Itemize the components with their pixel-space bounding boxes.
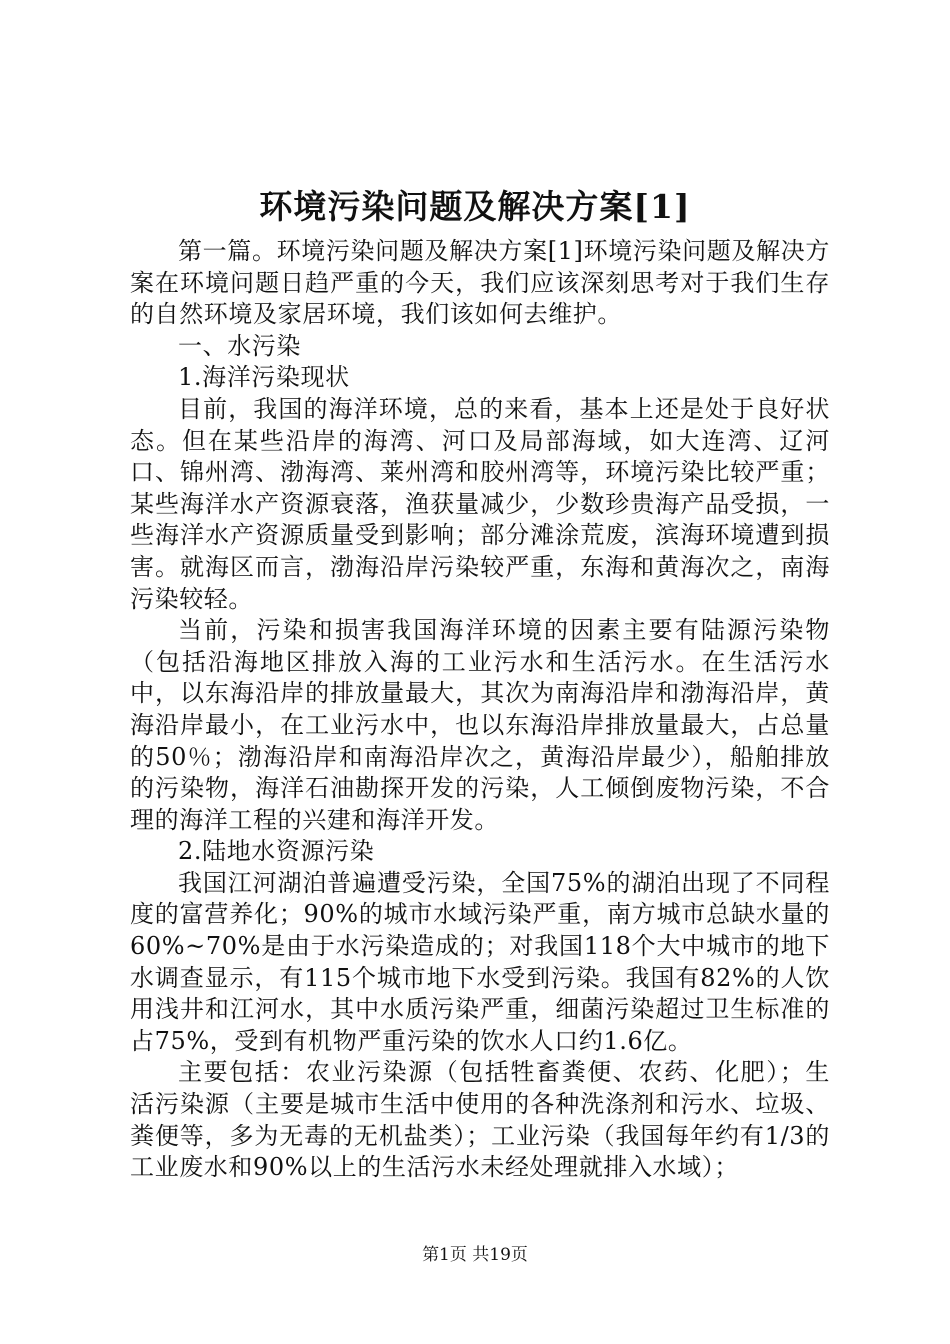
subheading-ocean-pollution: 1.海洋污染现状 [178, 363, 350, 392]
subheading-land-water-pollution: 2.陆地水资源污染 [178, 837, 375, 866]
document-body [130, 236, 830, 1184]
paragraph-land-water-status: 我国江河湖泊普遍遭受污染，全国75%的湖泊出现了不同程度的富营养化；90%的城市水域污染严重，南方城市总缺水量的60%~70%是由于水污染造成的；对我国118个大中城市的地下水调查显示，有115个城市地下水受到污染。我国有82%的人饮用浅井和江河水，其中水质污染严重，细菌污染超过卫生标准的占75%，受到有机物严重污染的饮水人口约1.6亿。 [130, 868, 830, 1055]
document-title: 环境污染问题及解决方案[1] [259, 187, 691, 226]
paragraph-ocean-factors: 当前，污染和损害我国海洋环境的因素主要有陆源污染物（包括沿海地区排放入海的工业污水和生活污水。在生活污水中，以东海沿岸的排放量最大，其次为南海沿岸和渤海沿岸，黄海沿岸最小，在工业污水中，也以东海沿岸排放量最大，占总量的50％；渤海沿岸和南海沿岸次之，黄海沿岸最少），船舶排放的污染物，海洋石油勘探开发的污染，人工倾倒废物污染，不合理的海洋工程的兴建和海洋开发。 [130, 616, 830, 834]
paragraph-pollution-sources: 主要包括：农业污染源（包括牲畜粪便、农药、化肥）；生活污染源（主要是城市生活中使用的各种洗涤剂和污水、垃圾、粪便等，多为无毒的无机盐类）；工业污染（我国每年约有1/3的工业废水和90%以上的生活污水未经处理就排入水域）； [130, 1058, 830, 1182]
page-footer: 第1页 共19页 [422, 1245, 528, 1265]
section-heading-water-pollution: 一、水污染 [178, 331, 301, 360]
paragraph-intro: 第一篇。环境污染问题及解决方案[1]环境污染问题及解决方案在环境问题日趋严重的今天，我们应该深刻思考对于我们生存的自然环境及家居环境，我们该如何去维护。 [130, 237, 830, 329]
paragraph-ocean-status: 目前，我国的海洋环境，总的来看，基本上还是处于良好状态。但在某些沿岸的海湾、河口及局部海域，如大连湾、辽河口、锦州湾、渤海湾、莱州湾和胶州湾等，环境污染比较严重；某些海洋水产资源衰落，渔获量减少，少数珍贵海产品受损，一些海洋水产资源质量受到影响；部分滩涂荒废，滨海环境遭到损害。就海区而言，渤海沿岸污染较严重，东海和黄海次之，南海污染较轻。 [130, 394, 830, 613]
